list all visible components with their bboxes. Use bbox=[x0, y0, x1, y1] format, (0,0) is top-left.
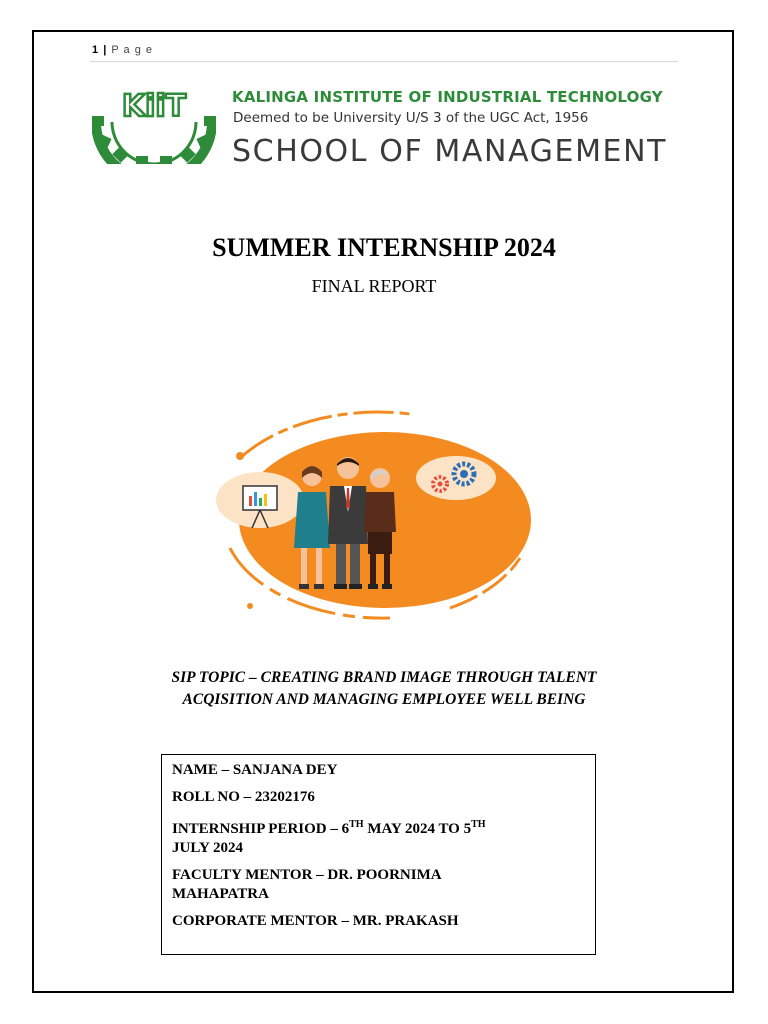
period-text-b: MAY 2024 TO 5 bbox=[363, 821, 472, 837]
page-word: P a g e bbox=[111, 44, 153, 56]
faculty-mentor bbox=[172, 866, 585, 904]
student-name: NAME – SANJANA DEY bbox=[172, 762, 338, 778]
sip-topic bbox=[110, 667, 658, 711]
school-name: SCHOOL OF MANAGEMENT bbox=[232, 134, 668, 169]
roll-number: ROLL NO – 23202176 bbox=[172, 789, 315, 805]
presentation-board-icon bbox=[216, 472, 304, 528]
corporate-mentor: CORPORATE MENTOR – MR. PRAKASH bbox=[172, 913, 459, 929]
sip-topic-line-2: ACQISITION AND MANAGING EMPLOYEE WELL BEING bbox=[182, 691, 586, 708]
gears-icon bbox=[416, 456, 496, 500]
hr-illustration bbox=[200, 408, 540, 633]
report-subtitle: FINAL REPORT bbox=[311, 276, 437, 296]
faculty-mentor-line-1: FACULTY MENTOR – DR. POORNIMA bbox=[172, 867, 442, 883]
institute-name: KALINGA INSTITUTE OF INDUSTRIAL TECHNOLOGY bbox=[232, 88, 663, 106]
kiit-logo bbox=[92, 84, 216, 169]
internship-period bbox=[172, 815, 585, 858]
period-text-c: JULY 2024 bbox=[172, 840, 243, 856]
header-rule bbox=[90, 61, 678, 62]
kiit-emblem-icon bbox=[92, 84, 216, 164]
report-title: SUMMER INTERNSHIP 2024 bbox=[212, 233, 556, 262]
period-sup-2: TH bbox=[471, 819, 486, 830]
sip-topic-line-1: SIP TOPIC – CREATING BRAND IMAGE THROUGH TALENT bbox=[171, 669, 597, 686]
page-number: 1 bbox=[92, 44, 100, 56]
emblem-text: KiiT bbox=[121, 89, 187, 124]
period-text-a: INTERNSHIP PERIOD – 6 bbox=[172, 821, 350, 837]
page-header bbox=[92, 44, 153, 56]
faculty-mentor-line-2: MAHAPATRA bbox=[172, 886, 269, 902]
student-details-box bbox=[161, 754, 596, 955]
period-sup-1: TH bbox=[349, 819, 364, 830]
deemed-text: Deemed to be University U/S 3 of the UGC Act, 1956 bbox=[233, 110, 589, 126]
header-separator: | bbox=[103, 44, 108, 56]
